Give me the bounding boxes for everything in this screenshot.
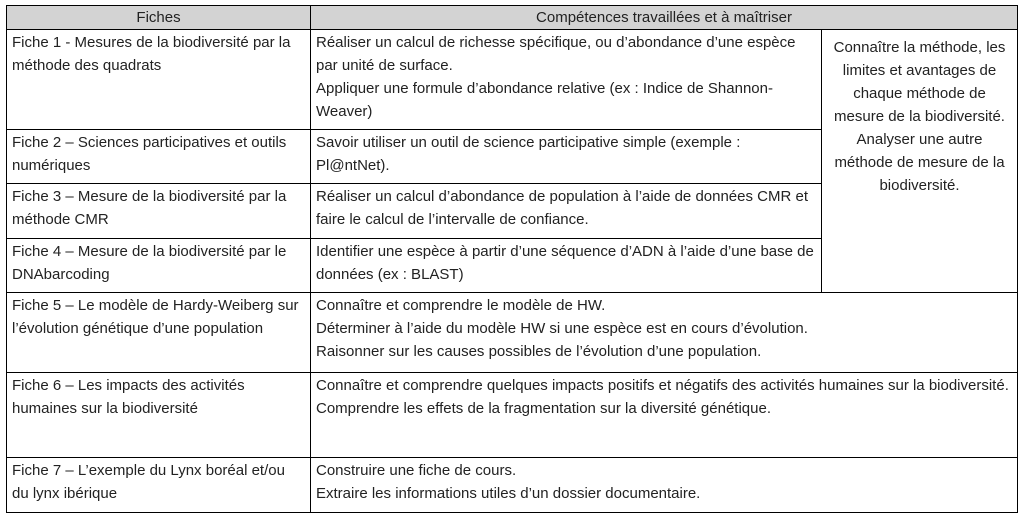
competence-item: Appliquer une formule d’abondance relative (ex : Indice de Shannon-Weaver) — [316, 80, 773, 120]
competences-cell — [311, 372, 1018, 457]
table-row — [7, 457, 1018, 512]
competence-item: Réaliser un calcul d’abondance de population à l’aide de données CMR et faire le calcul de l’intervalle de confiance. — [316, 188, 808, 229]
competence-item: Déterminer à l’aide du modèle HW si une espèce est en cours d’évolution. — [316, 319, 808, 337]
table-row — [7, 372, 1018, 457]
fiche-cell: Fiche 6 – Les impacts des activités humaines sur la biodiversité — [7, 372, 311, 457]
header-fiches: Fiches — [7, 6, 311, 30]
competence-item: Raisonner sur les causes possibles de l’évolution d’une population. — [316, 342, 762, 360]
fiche-cell: Fiche 7 – L’exemple du Lynx boréal et/ou du lynx ibérique — [7, 457, 311, 512]
fiche-cell: Fiche 5 – Le modèle de Hardy-Weiberg sur l’évolution génétique d’une population — [7, 292, 311, 372]
table-row — [7, 30, 1018, 130]
competences-cell — [311, 184, 822, 238]
competences-cell — [311, 457, 1018, 512]
competences-cell — [311, 130, 822, 184]
competences-table — [6, 5, 1018, 513]
competence-item: Connaître et comprendre quelques impacts positifs et négatifs des activités humaines sur la biodiversité. — [316, 376, 1009, 394]
competence-item: Construire une fiche de cours. — [316, 461, 517, 479]
competence-item: Réaliser un calcul de richesse spécifique, ou d’abondance d’une espèce par unité de surface. — [316, 34, 796, 74]
competence-item: Comprendre les effets de la fragmentation sur la diversité génétique. — [316, 399, 771, 417]
competences-cell — [311, 292, 1018, 372]
competences-cell — [311, 238, 822, 292]
header-competences: Compétences travaillées et à maîtriser — [311, 6, 1018, 30]
side-note-item: Connaître la méthode, les limites et avantages de chaque méthode de mesure de la biodiversité. — [833, 39, 1006, 125]
competence-item: Extraire les informations utiles d’un dossier documentaire. — [316, 484, 701, 502]
header-row — [7, 6, 1018, 30]
competence-item: Savoir utiliser un outil de science participative simple (exemple : Pl@ntNet). — [316, 134, 741, 174]
side-note-cell — [822, 30, 1018, 293]
fiche-cell: Fiche 2 – Sciences participatives et outils numériques — [7, 130, 311, 184]
side-note-item: Analyser une autre méthode de mesure de la biodiversité. — [834, 131, 1005, 194]
fiche-cell: Fiche 1 - Mesures de la biodiversité par la méthode des quadrats — [7, 30, 311, 130]
competences-cell — [311, 30, 822, 130]
table-row — [7, 292, 1018, 372]
competence-item: Connaître et comprendre le modèle de HW. — [316, 296, 606, 314]
competence-item: Identifier une espèce à partir d’une séquence d’ADN à l’aide d’une base de données (ex : BLAST) — [316, 242, 814, 283]
fiche-cell: Fiche 3 – Mesure de la biodiversité par la méthode CMR — [7, 184, 311, 238]
fiche-cell: Fiche 4 – Mesure de la biodiversité par le DNAbarcoding — [7, 238, 311, 292]
